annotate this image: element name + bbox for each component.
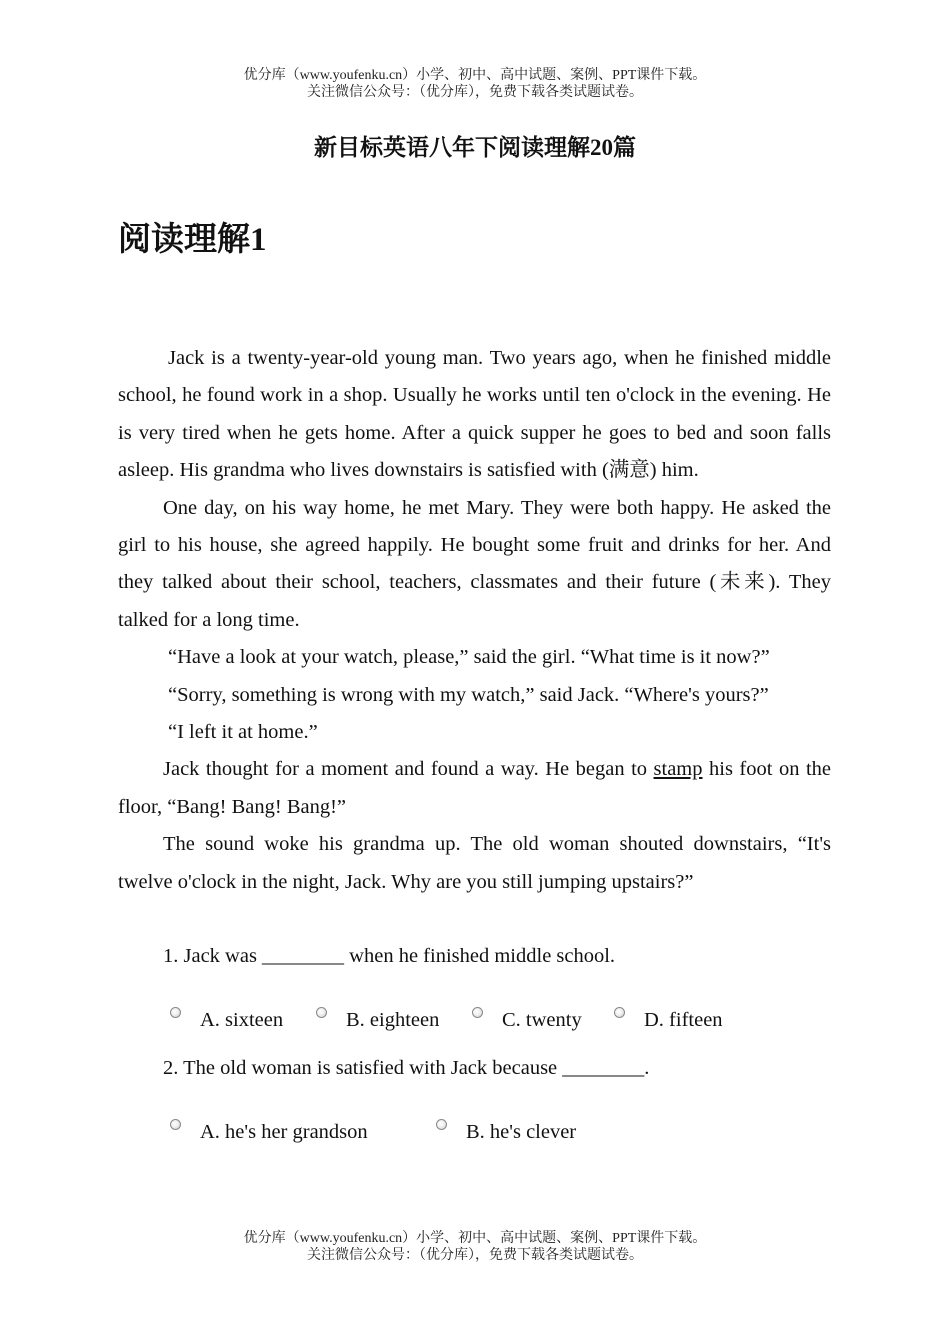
radio-icon[interactable] [170,1007,181,1018]
document-title: 新目标英语八年下阅读理解20篇 [314,135,636,160]
radio-icon[interactable] [316,1007,327,1018]
radio-icon[interactable] [614,1007,625,1018]
question-2: 2. The old woman is satisfied with Jack because ________. [163,1057,650,1079]
passage-text: Jack thought for a moment and found a way. He began to [163,758,654,781]
question-1: 1. Jack was ________ when he finished middle school. [163,945,616,967]
reading-passage [118,340,831,901]
header-line-2: 关注微信公众号：（优分库），免费下载各类试题试卷。 [307,85,643,100]
section-title: 阅读理解1 [118,222,267,258]
option-label: A. he's her grandson [200,1121,368,1143]
passage-paragraph: One day, on his way home, he met Mary. They were both happy. He asked the girl to his house, she agreed happily. He bought some fruit and drinks for her. And they talked about their school, teachers, classmates and their future (未来). They talked for a long time. [118,496,831,631]
underlined-word: stamp [653,758,703,781]
option-label: C. twenty [502,1009,582,1031]
page-footer [0,1230,950,1264]
page-header [0,67,950,101]
option-label: A. sixteen [200,1009,284,1031]
passage-paragraph: The sound woke his grandma up. The old woman shouted downstairs, “It's twelve o'clock in the night, Jack. Why are you still jumping upstairs?” [118,833,831,893]
radio-icon[interactable] [472,1007,483,1018]
footer-line-1: 优分库（www.youfenku.cn）小学、初中、高中试题、案例、PPT课件下载。 [243,1231,707,1246]
radio-icon[interactable] [436,1119,447,1130]
passage-paragraph: Jack is a twenty-year-old young man. Two years ago, when he finished middle school, he found work in a shop. Usually he works until ten o'clock in the evening. He is very tired when he gets home. After a quick supper he goes to bed and soon falls asleep. His grandma who lives downstairs is satisfied with (满意) him. [118,347,831,482]
passage-dialogue-line: “Sorry, something is wrong with my watch,” said Jack. “Where's yours?” [168,683,769,706]
passage-paragraph [118,751,831,826]
footer-line-2: 关注微信公众号：（优分库），免费下载各类试题试卷。 [307,1248,643,1263]
option-label: B. he's clever [466,1121,577,1143]
passage-text: his foot on the floor, “Bang! Bang! Bang!” [118,758,831,818]
passage-dialogue-line: “I left it at home.” [168,721,318,744]
option-label: D. fifteen [644,1009,723,1031]
passage-dialogue-line: “Have a look at your watch, please,” said the girl. “What time is it now?” [168,646,770,669]
radio-icon[interactable] [170,1119,181,1130]
option-label: B. eighteen [346,1009,440,1031]
header-line-1: 优分库（www.youfenku.cn）小学、初中、高中试题、案例、PPT课件下载。 [243,68,707,83]
